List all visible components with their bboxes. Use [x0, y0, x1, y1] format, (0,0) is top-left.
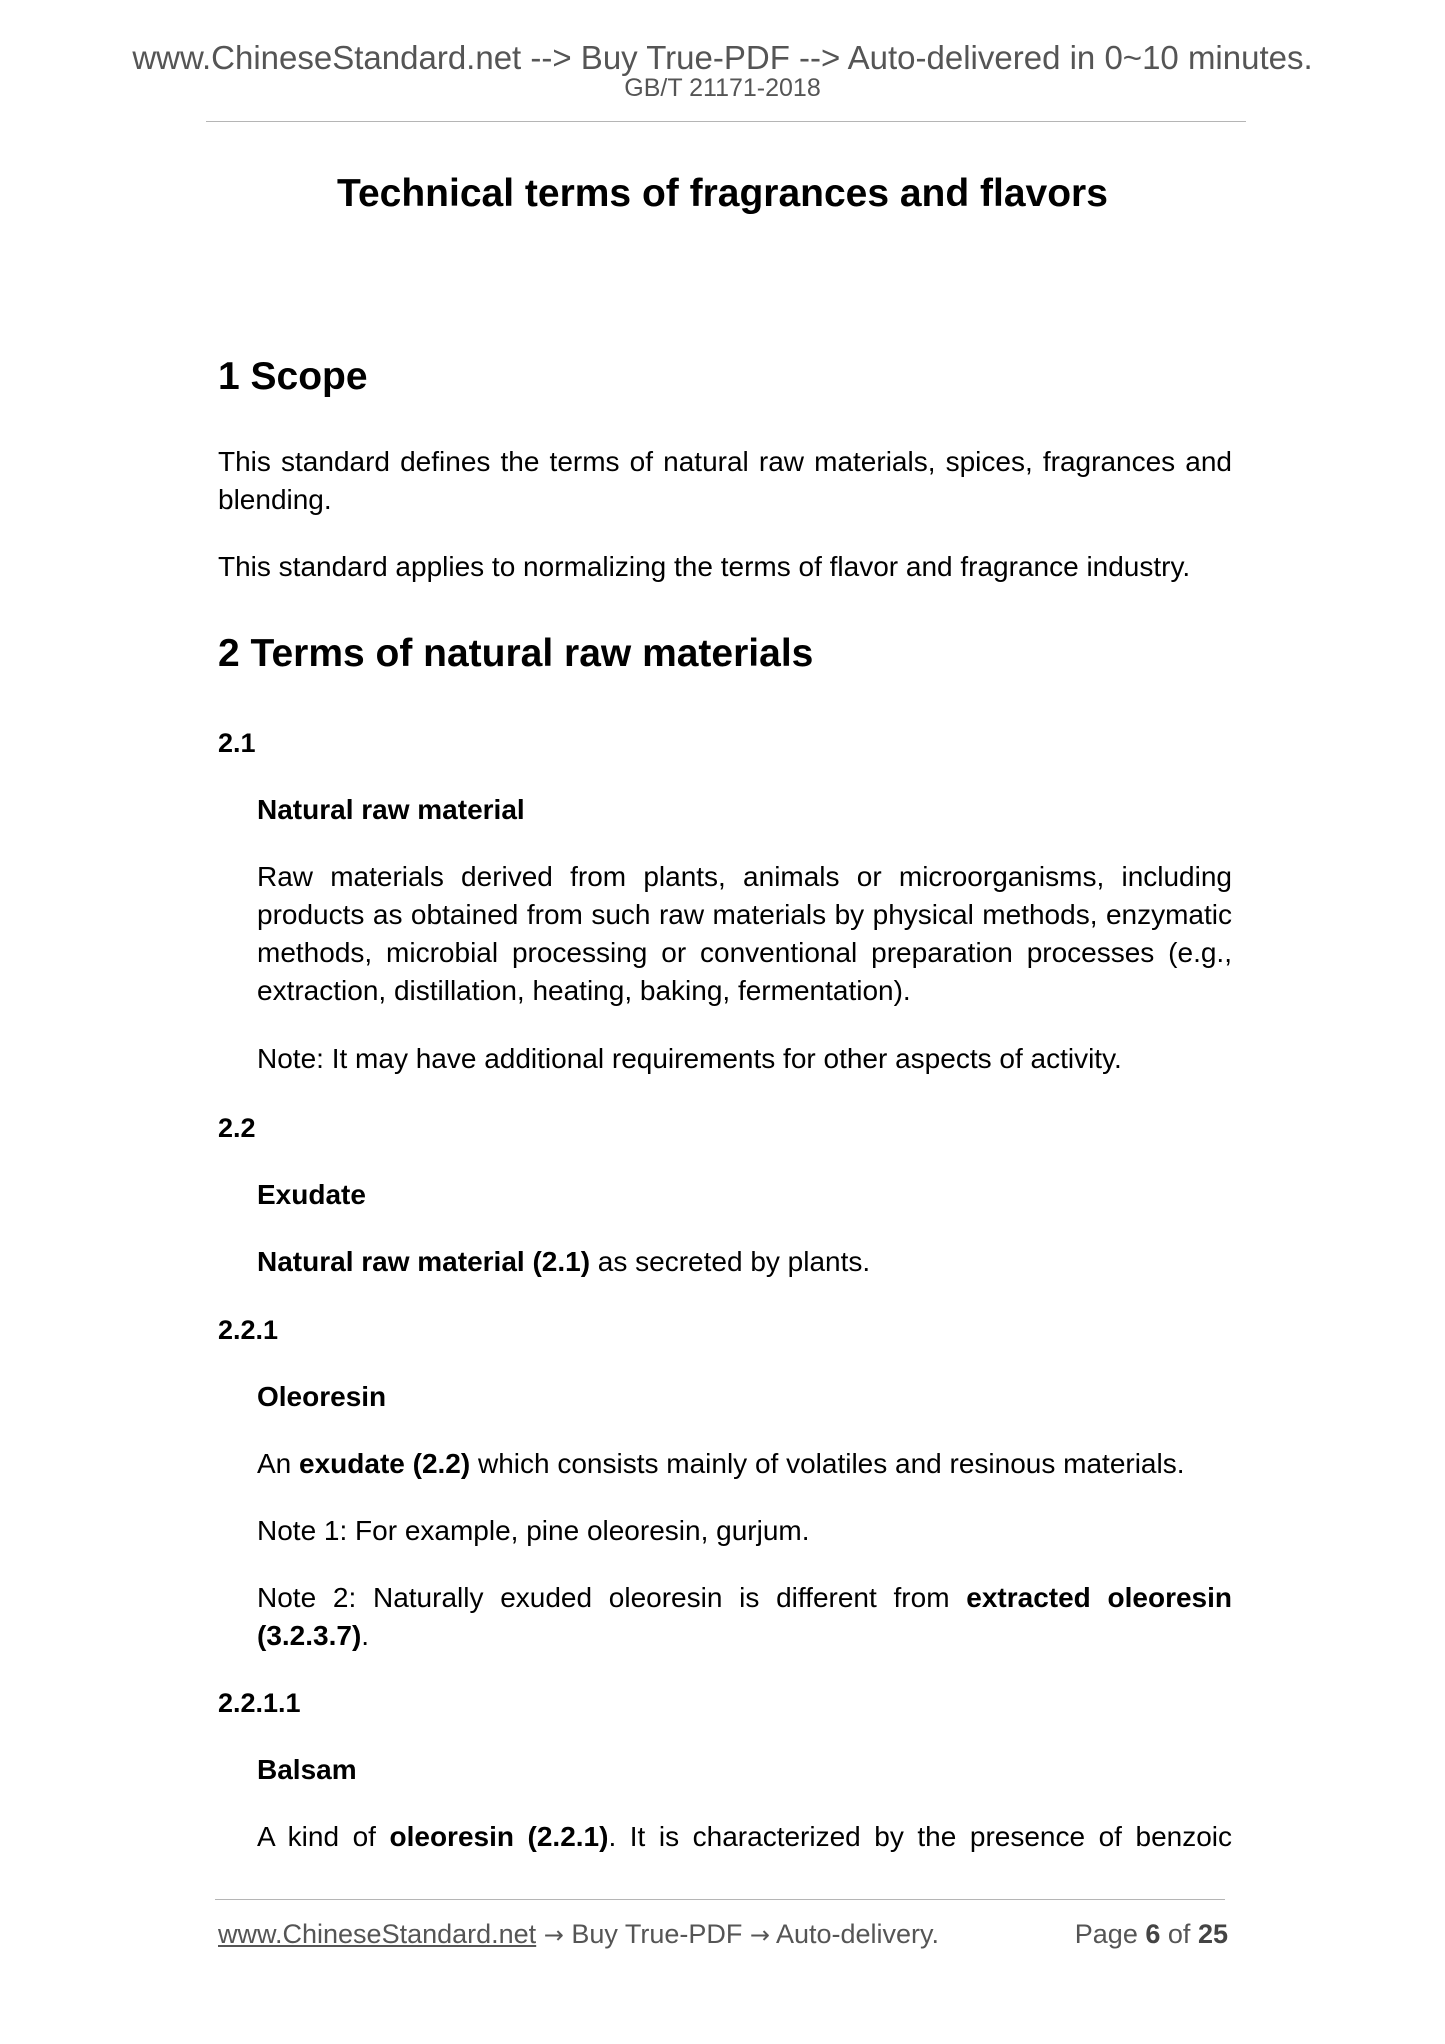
total-pages: 25 — [1197, 1919, 1228, 1949]
entry-2-2-1-term: Oleoresin — [257, 1381, 387, 1412]
scope-paragraph-1: This standard defines the terms of natural raw materials, spices, fragrances and blending. — [218, 446, 1232, 515]
page-number: 6 — [1145, 1919, 1161, 1949]
entry-2-1-definition: Raw materials derived from plants, animals or microorganisms, including products as obtained from such raw materials by physical methods, enzymatic methods, microbial processing or conventional preparation processes (e.g., extraction, distillation, heating, baking, fermentation). — [257, 861, 1232, 1006]
entry-2-2-number: 2.2 — [218, 1113, 256, 1143]
footer-divider — [215, 1899, 1225, 1900]
entry-2-1-number: 2.1 — [218, 728, 256, 758]
entry-2-2-1-reference: exudate (2.2) — [299, 1448, 471, 1479]
entry-2-2-term: Exudate — [257, 1179, 366, 1210]
entry-2-2-1-note-1: Note 1: For example, pine oleoresin, gurjum. — [257, 1515, 810, 1546]
document-title: Technical terms of fragrances and flavors — [337, 172, 1108, 215]
page-indicator: Page 6 of 25 — [1074, 1919, 1228, 1949]
footer-site-link[interactable]: www.ChineseStandard.net — [218, 1919, 537, 1949]
entry-2-2-1-number: 2.2.1 — [218, 1315, 279, 1345]
section-2-heading: 2 Terms of natural raw materials — [218, 632, 814, 675]
footer-promo — [218, 1916, 939, 1953]
standard-code: GB/T 21171-2018 — [624, 74, 821, 102]
arrow-right-icon: → — [749, 1921, 770, 1949]
footer-buy-text: Buy True-PDF — [563, 1919, 750, 1949]
entry-2-2-1-1-reference: oleoresin (2.2.1) — [389, 1821, 609, 1852]
entry-2-2-definition — [257, 1243, 1232, 1281]
header-banner: www.ChineseStandard.net --> Buy True-PDF --> Auto-delivered in 0~10 minutes. — [132, 39, 1313, 76]
page-footer — [218, 1916, 1228, 1956]
arrow-right-icon: → — [543, 1921, 564, 1949]
header-divider — [206, 121, 1246, 122]
entry-2-2-reference: Natural raw material (2.1) — [257, 1246, 591, 1277]
entry-2-1-term: Natural raw material — [257, 794, 525, 825]
entry-2-2-1-note-2: Note 2: Naturally exuded oleoresin is different from extracted oleoresin (3.2.3.7). — [257, 1582, 1232, 1651]
entry-2-1-note: Note: It may have additional requirements for other aspects of activity. — [257, 1043, 1122, 1074]
entry-2-2-1-definition: An exudate (2.2) which consists mainly of volatiles and resinous materials. — [257, 1448, 1185, 1479]
entry-2-2-1-1-term: Balsam — [257, 1754, 357, 1785]
scope-paragraph-2: This standard applies to normalizing the terms of flavor and fragrance industry. — [218, 551, 1191, 582]
footer-delivery-text: Auto-delivery. — [769, 1919, 940, 1949]
entry-2-2-1-note-2-reference: extracted oleoresin (3.2.3.7) — [257, 1582, 1232, 1651]
entry-2-2-1-1-definition: A kind of oleoresin (2.2.1). It is characterized by the presence of benzoic — [257, 1821, 1233, 1852]
section-1-heading: 1 Scope — [218, 355, 368, 398]
entry-2-2-1-1-number: 2.2.1.1 — [218, 1688, 301, 1718]
entry-2-2-definition-text: as secreted by plants. — [590, 1246, 871, 1277]
